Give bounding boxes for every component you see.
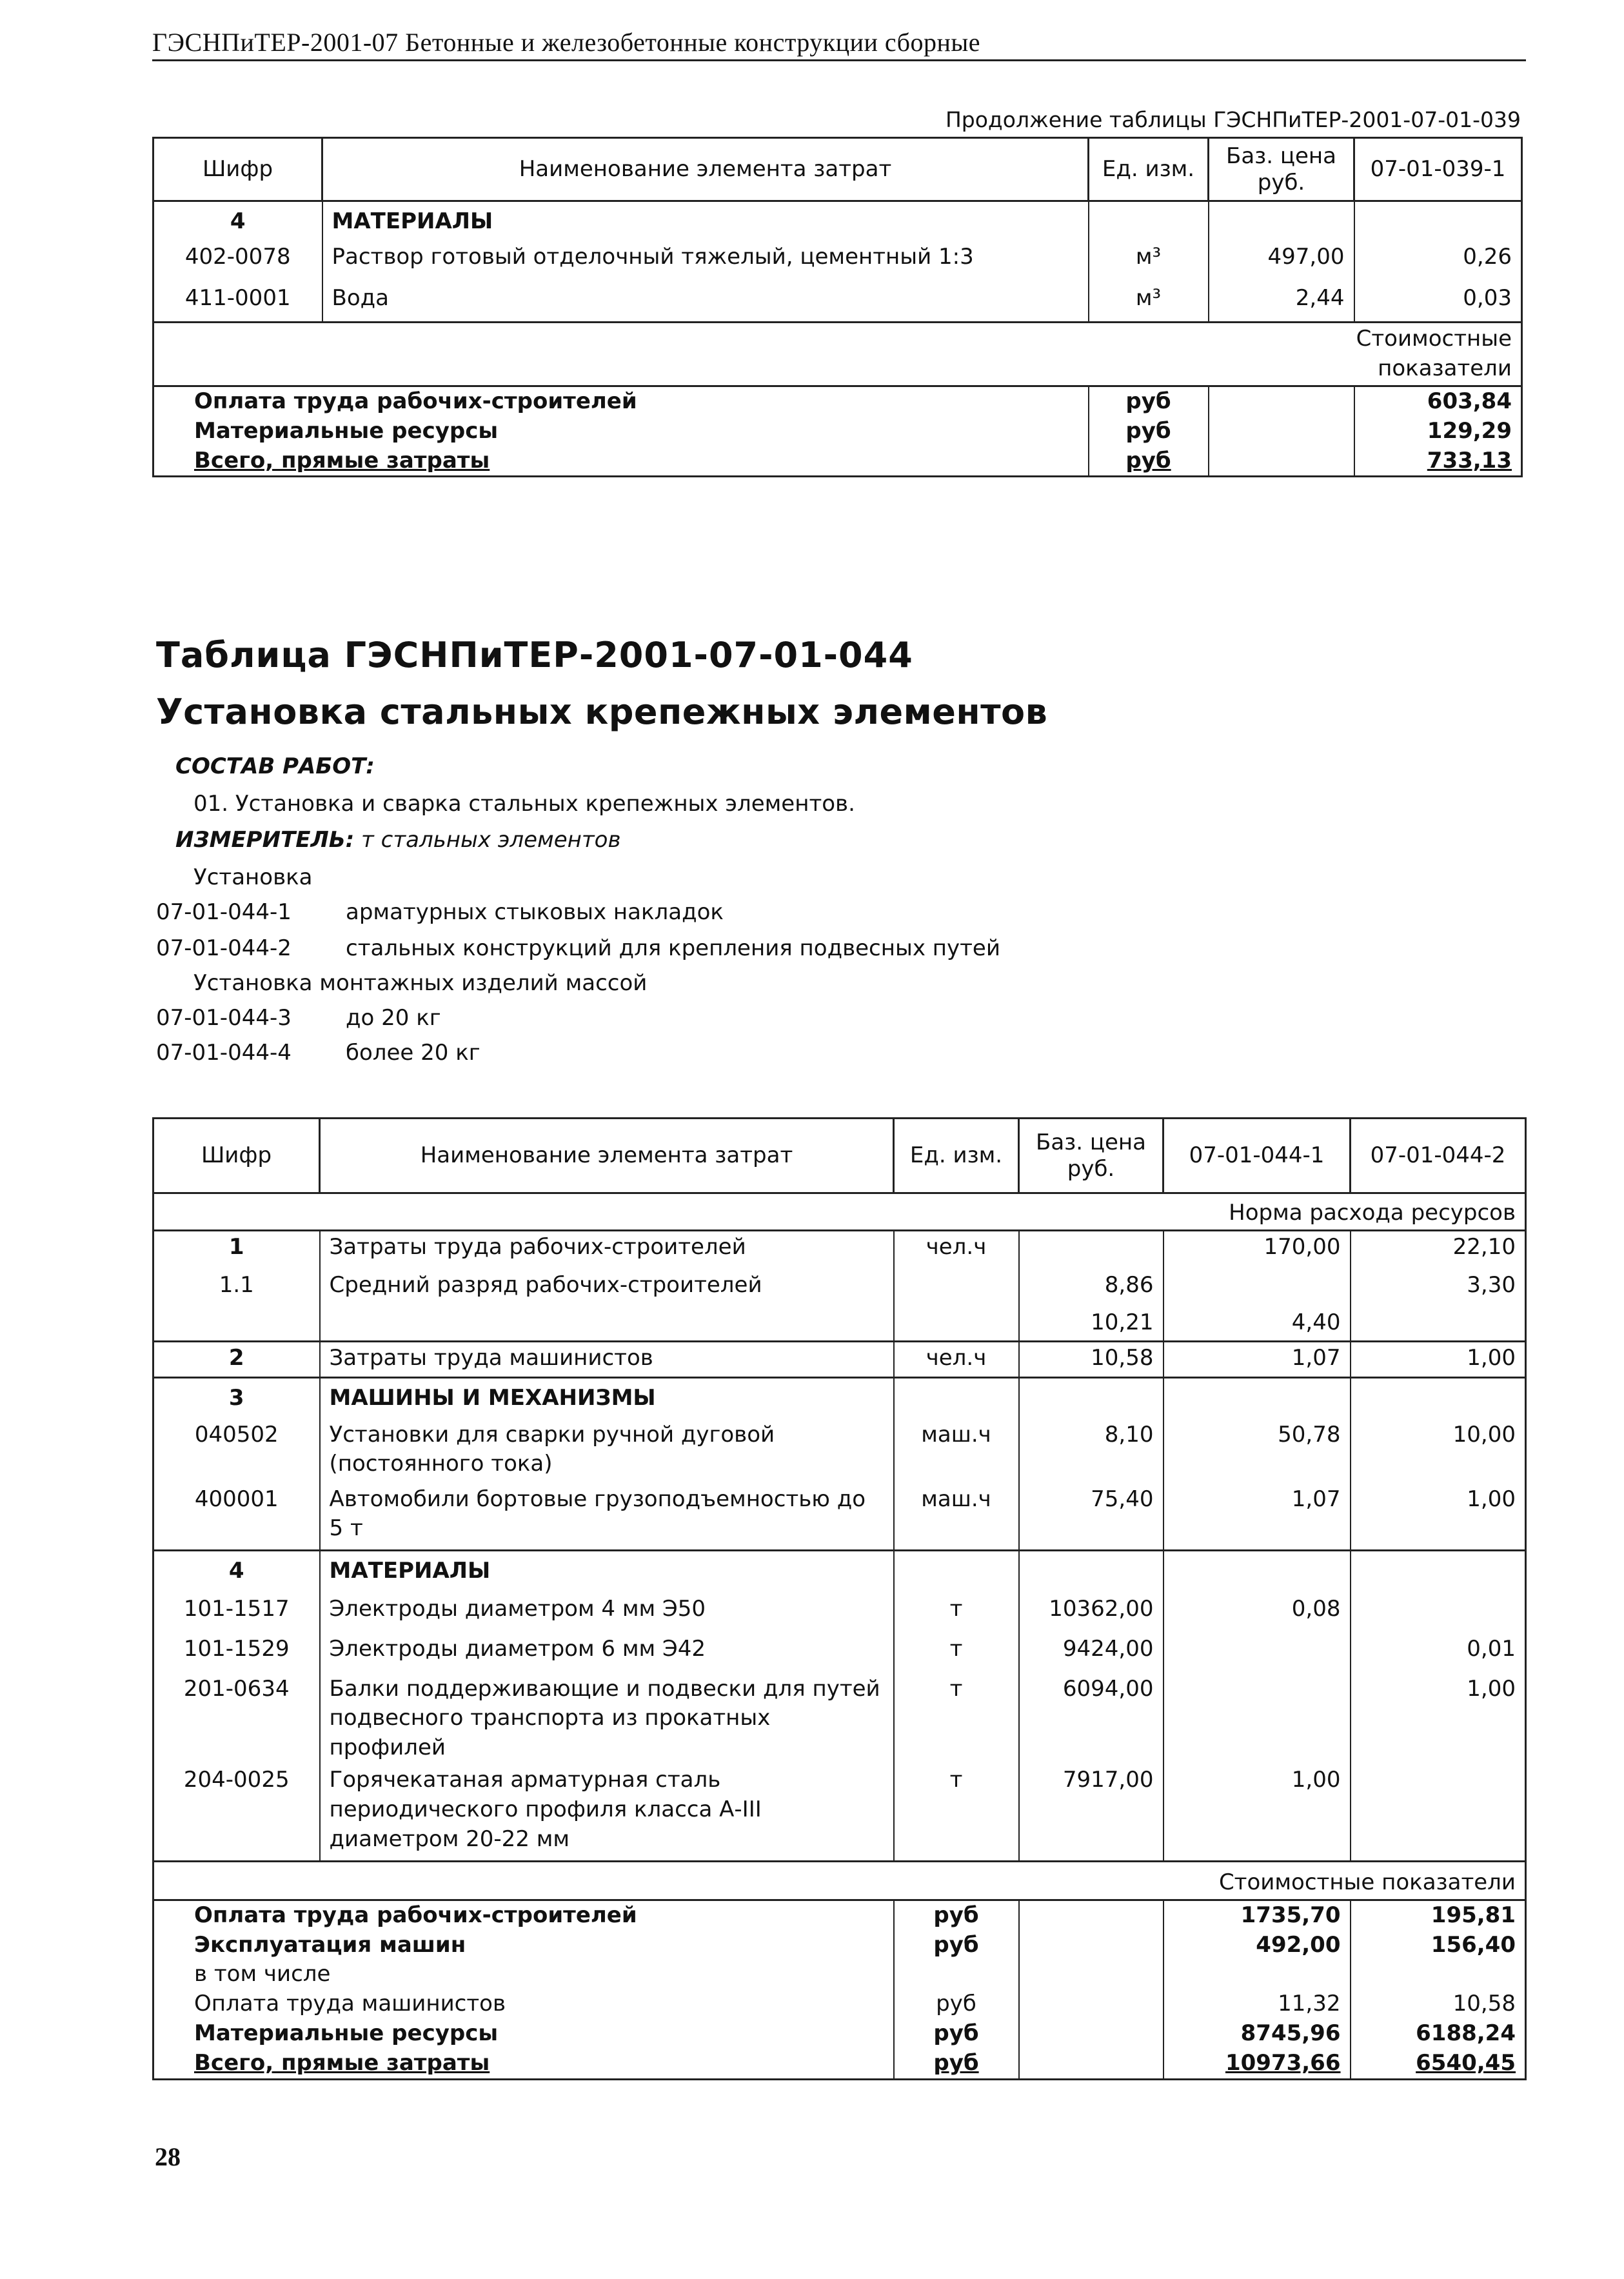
table-row: [153, 283, 1522, 323]
table-row: [153, 201, 1522, 241]
total-value-2: 156,40: [1351, 1931, 1526, 1960]
row-unit: м³: [1089, 283, 1209, 323]
row-value-1: [1164, 1673, 1351, 1765]
total-value-2: 195,81: [1351, 1900, 1526, 1930]
row-price: 6094,00: [1019, 1673, 1164, 1765]
total-row: [153, 1989, 1526, 2019]
row-price: 9424,00: [1019, 1633, 1164, 1673]
row-unit: маш.ч: [894, 1419, 1019, 1484]
row-code: 040502: [153, 1419, 320, 1484]
group-label: Установка: [193, 864, 313, 890]
row-value-2: [1351, 1764, 1526, 1861]
table-row: [153, 241, 1522, 283]
row-value: 0,26: [1354, 241, 1522, 283]
total-name: Оплата труда рабочих-строителей: [153, 386, 1089, 416]
page-number: 28: [155, 2142, 181, 2171]
row-value-1: 1,07: [1164, 1484, 1351, 1551]
row-code: 411-0001: [153, 283, 322, 323]
col-header-code: Шифр: [153, 138, 322, 201]
row-name: Автомобили бортовые грузоподъемностью до 5 т: [320, 1484, 894, 1551]
row-code: 1: [153, 1231, 320, 1269]
table-row: [153, 1307, 1526, 1342]
table1: [152, 137, 1523, 477]
item-code: 07-01-044-4: [156, 1040, 292, 1066]
total-unit: руб: [1089, 417, 1209, 446]
item-text: до 20 кг: [346, 1005, 441, 1031]
row-code: 204-0025: [153, 1764, 320, 1861]
total-name: Материальные ресурсы: [153, 2019, 894, 2049]
total-unit: руб: [1089, 386, 1209, 416]
row-code: 2: [153, 1342, 320, 1378]
total-row: [153, 386, 1522, 416]
table-row: [153, 1269, 1526, 1307]
row-price: [1019, 1231, 1164, 1269]
row-unit: т: [894, 1593, 1019, 1633]
item-text: более 20 кг: [346, 1040, 480, 1066]
total-value-1: 1735,70: [1164, 1900, 1351, 1930]
row-value-2: 22,10: [1351, 1231, 1526, 1269]
row-price: 10362,00: [1019, 1593, 1164, 1633]
total-name: Эксплуатация машин: [153, 1931, 894, 1960]
table-row: [153, 1484, 1526, 1551]
col-header-value: 07-01-039-1: [1354, 138, 1522, 201]
table-row: [153, 1673, 1526, 1765]
row-name: Горячекатаная арматурная сталь периодического профиля класса А-III диаметром 20-22 мм: [320, 1764, 894, 1861]
row-price: 8,10: [1019, 1419, 1164, 1484]
row-price: 497,00: [1209, 241, 1354, 283]
total-row: [153, 2049, 1526, 2079]
row-value-2: 1,00: [1351, 1484, 1526, 1551]
total-unit: руб: [894, 1931, 1019, 1960]
row-unit: м³: [1089, 241, 1209, 283]
col-header-price: Баз. цена руб.: [1019, 1119, 1164, 1193]
col-header-unit: Ед. изм.: [1089, 138, 1209, 201]
item-text: арматурных стыковых накладок: [346, 899, 724, 925]
row-value-1: 50,78: [1164, 1419, 1351, 1484]
table2-title: Таблица ГЭСНПиТЕР-2001-07-01-044: [156, 635, 913, 675]
total-value-2: 6540,45: [1351, 2049, 1526, 2079]
section-name: МАТЕРИАЛЫ: [322, 201, 1089, 241]
total-row: [153, 1900, 1526, 1930]
row-name: Средний разряд рабочих-строителей: [320, 1269, 894, 1307]
running-header: ГЭСНПиТЕР-2001-07 Бетонные и железобетонные конструкции сборные: [152, 28, 981, 57]
norm-label: Норма расхода ресурсов: [1164, 1193, 1526, 1231]
table-row: [153, 1764, 1526, 1861]
row-name: Затраты труда рабочих-строителей: [320, 1231, 894, 1269]
row-name: Электроды диаметром 4 мм Э50: [320, 1593, 894, 1633]
col-header-code: Шифр: [153, 1119, 320, 1193]
section-name: МАТЕРИАЛЫ: [320, 1551, 894, 1593]
total-value: 603,84: [1354, 386, 1522, 416]
total-unit: [894, 1960, 1019, 1989]
total-unit: руб: [1089, 446, 1209, 477]
row-price: 7917,00: [1019, 1764, 1164, 1861]
total-value-2: [1351, 1960, 1526, 1989]
row-value-2: 10,00: [1351, 1419, 1526, 1484]
col-header-value-1: 07-01-044-1: [1164, 1119, 1351, 1193]
row-unit: чел.ч: [894, 1231, 1019, 1269]
measure-value: т стальных элементов: [361, 827, 621, 853]
row-code: 101-1517: [153, 1593, 320, 1633]
total-value-1: 11,32: [1164, 1989, 1351, 2019]
table2: [152, 1117, 1527, 2080]
row-unit: т: [894, 1764, 1019, 1861]
row-code: 1.1: [153, 1269, 320, 1307]
row-unit: маш.ч: [894, 1484, 1019, 1551]
row-unit: т: [894, 1633, 1019, 1673]
measure-label: ИЗМЕРИТЕЛЬ:: [175, 827, 355, 853]
row-value-1: [1164, 1269, 1351, 1307]
total-value-1: [1164, 1960, 1351, 1989]
table-row: [153, 1231, 1526, 1269]
col-header-value-2: 07-01-044-2: [1351, 1119, 1526, 1193]
row-value-1: 170,00: [1164, 1231, 1351, 1269]
section-code: 3: [153, 1378, 320, 1419]
col-header-name: Наименование элемента затрат: [320, 1119, 894, 1193]
total-row: [153, 2019, 1526, 2049]
row-price: 2,44: [1209, 283, 1354, 323]
total-row: [153, 1960, 1526, 1989]
total-value-1: 10973,66: [1164, 2049, 1351, 2079]
work-item: 01. Установка и сварка стальных крепежных элементов.: [193, 791, 855, 817]
total-unit: руб: [894, 2049, 1019, 2079]
row-value-2: [1351, 1593, 1526, 1633]
table-row: [153, 1419, 1526, 1484]
row-price: 75,40: [1019, 1484, 1164, 1551]
total-row: [153, 1931, 1526, 1960]
total-name: Материальные ресурсы: [153, 417, 1089, 446]
row-code: 201-0634: [153, 1673, 320, 1765]
section-code: 4: [153, 1551, 320, 1593]
col-header-name: Наименование элемента затрат: [322, 138, 1089, 201]
row-name: Электроды диаметром 6 мм Э42: [320, 1633, 894, 1673]
table-row: [153, 1551, 1526, 1593]
row-name: Установки для сварки ручной дуговой (постоянного тока): [320, 1419, 894, 1484]
table-row: [153, 1593, 1526, 1633]
row-value-1: [1164, 1633, 1351, 1673]
total-value-2: 10,58: [1351, 1989, 1526, 2019]
row-value-2: 0,01: [1351, 1633, 1526, 1673]
total-unit: руб: [894, 2019, 1019, 2049]
row-price: 10,58: [1019, 1342, 1164, 1378]
section-code: 4: [153, 201, 322, 241]
total-value-1: 492,00: [1164, 1931, 1351, 1960]
total-name: Оплата труда рабочих-строителей: [153, 1900, 894, 1930]
row-code: 402-0078: [153, 241, 322, 283]
row-value-2: 3,30: [1351, 1269, 1526, 1307]
row-value: 0,03: [1354, 283, 1522, 323]
section-name: МАШИНЫ И МЕХАНИЗМЫ: [320, 1378, 894, 1419]
row-unit: т: [894, 1673, 1019, 1765]
item-text: стальных конструкций для крепления подвесных путей: [346, 935, 1000, 961]
total-value-2: 6188,24: [1351, 2019, 1526, 2049]
col-header-price: Баз. цена руб.: [1209, 138, 1354, 201]
table2-subtitle: Установка стальных крепежных элементов: [156, 692, 1048, 732]
total-name: в том числе: [153, 1960, 894, 1989]
row-value-1: 0,08: [1164, 1593, 1351, 1633]
table-row: [153, 1342, 1526, 1378]
row-unit: чел.ч: [894, 1342, 1019, 1378]
row-name: Вода: [322, 283, 1089, 323]
total-value-1: 8745,96: [1164, 2019, 1351, 2049]
item-code: 07-01-044-3: [156, 1005, 292, 1031]
row-value-2: 1,00: [1351, 1673, 1526, 1765]
work-composition-label: СОСТАВ РАБОТ:: [175, 753, 375, 779]
row-code: 101-1529: [153, 1633, 320, 1673]
row-price: 8,86: [1019, 1269, 1164, 1307]
row-value-1: 1,07: [1164, 1342, 1351, 1378]
total-row: [153, 417, 1522, 446]
row-name: Балки поддерживающие и подвески для путей подвесного транспорта из прокатных профилей: [320, 1673, 894, 1765]
total-value: 733,13: [1354, 446, 1522, 477]
row-value-2: 1,00: [1351, 1342, 1526, 1378]
row-value-1: 1,00: [1164, 1764, 1351, 1861]
total-name: Всего, прямые затраты: [153, 2049, 894, 2079]
row-name: Раствор готовый отделочный тяжелый, цементный 1:3: [322, 241, 1089, 283]
total-unit: руб: [894, 1989, 1019, 2019]
row-name: Затраты труда машинистов: [320, 1342, 894, 1378]
total-unit: руб: [894, 1900, 1019, 1930]
total-name: Оплата труда машинистов: [153, 1989, 894, 2019]
measure-line: [175, 827, 621, 853]
item-code: 07-01-044-2: [156, 935, 292, 961]
group-label: Установка монтажных изделий массой: [193, 970, 648, 996]
cost-indicators-label: Стоимостные показатели: [1164, 1861, 1526, 1900]
row-unit: [894, 1269, 1019, 1307]
col-header-unit: Ед. изм.: [894, 1119, 1019, 1193]
row-value-1: 4,40: [1164, 1307, 1351, 1342]
total-row: [153, 446, 1522, 477]
total-value: 129,29: [1354, 417, 1522, 446]
table-row: [153, 1633, 1526, 1673]
item-code: 07-01-044-1: [156, 899, 292, 925]
header-rule: [152, 59, 1526, 61]
row-price: 10,21: [1019, 1307, 1164, 1342]
total-name: Всего, прямые затраты: [153, 446, 1089, 477]
row-code: 400001: [153, 1484, 320, 1551]
table-row: [153, 1378, 1526, 1419]
table1-caption: Продолжение таблицы ГЭСНПиТЕР-2001-07-01-039: [945, 107, 1521, 132]
cost-indicators-label: Стоимостные показатели: [1209, 323, 1522, 386]
